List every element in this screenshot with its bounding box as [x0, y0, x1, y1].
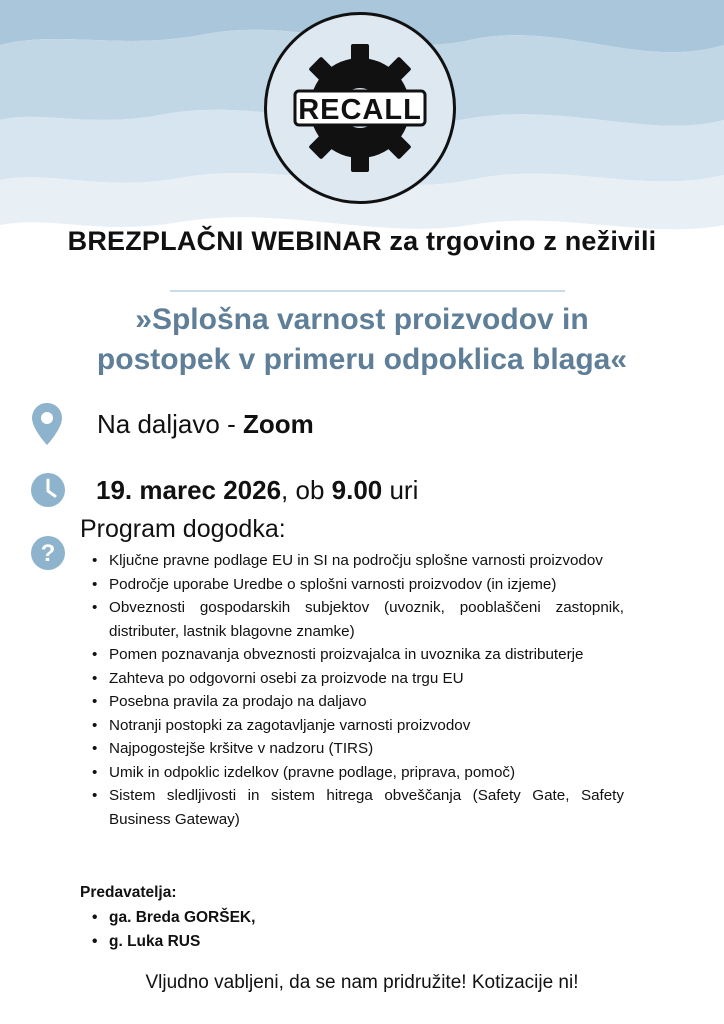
program-item: • Zahteva po odgovorni osebi za proizvode na trgu EU — [88, 667, 624, 691]
event-time: 9.00 — [331, 475, 383, 505]
page-title: BREZPLAČNI WEBINAR za trgovino z neživili — [67, 226, 657, 256]
lecturers-heading: Predavatelja: — [80, 884, 177, 901]
program-item: • Pomen poznavanja obveznosti proizvajalca in uvoznika za distributerje — [88, 643, 624, 667]
program-item: • Obveznosti gospodarskih subjektov (uvoznik, pooblaščeni zastopnik, distributer, lastnik blagovne znamke) — [88, 596, 624, 643]
program-item: • Umik in odpoklic izdelkov (pravne podlage, priprava, pomoč) — [88, 761, 624, 785]
lecturers-list — [88, 906, 255, 954]
clock-icon — [30, 472, 66, 508]
subtitle-line-1: »Splošna varnost proizvodov in — [135, 303, 589, 336]
location-prefix: Na daljavo - — [97, 409, 243, 439]
svg-text:?: ? — [40, 540, 56, 567]
subtitle — [0, 300, 724, 380]
lecturer-item: • ga. Breda GORŠEK, — [88, 906, 255, 930]
program-heading: Program dogodka: — [80, 515, 286, 543]
location-platform: Zoom — [242, 409, 314, 439]
gear-icon — [285, 43, 435, 173]
program-list — [88, 549, 624, 831]
program-item: • Področje uporabe Uredbe o splošni varnosti proizvodov (in izjeme) — [88, 573, 624, 597]
logo-text: RECALL — [298, 94, 422, 126]
subtitle-line-2: postopek v primeru odpoklica blaga« — [96, 343, 628, 376]
program-item: • Sistem sledljivosti in sistem hitrega obveščanja (Safety Gate, Safety Business Gateway) — [88, 784, 624, 831]
lecturer-item: • g. Luka RUS — [88, 930, 255, 954]
program-item: • Ključne pravne podlage EU in SI na področju splošne varnosti proizvodov — [88, 549, 624, 573]
location-text — [97, 409, 314, 440]
event-date: 19. marec 2026 — [96, 475, 282, 505]
recall-logo — [264, 12, 456, 204]
program-item: • Najpogostejše kršitve v nadzoru (TIRS) — [88, 737, 624, 761]
divider — [170, 290, 565, 292]
question-icon — [30, 535, 66, 571]
location-pin-icon — [31, 402, 63, 446]
datetime-middle: , ob — [281, 475, 332, 505]
program-item: • Posebna pravila za prodajo na daljavo — [88, 690, 624, 714]
program-item: • Notranji postopki za zagotavljanje varnosti proizvodov — [88, 714, 624, 738]
datetime-text — [96, 475, 418, 506]
datetime-suffix: uri — [382, 475, 419, 505]
footer-invitation: Vljudno vabljeni, da se nam pridružite! Kotizacije ni! — [145, 972, 579, 993]
